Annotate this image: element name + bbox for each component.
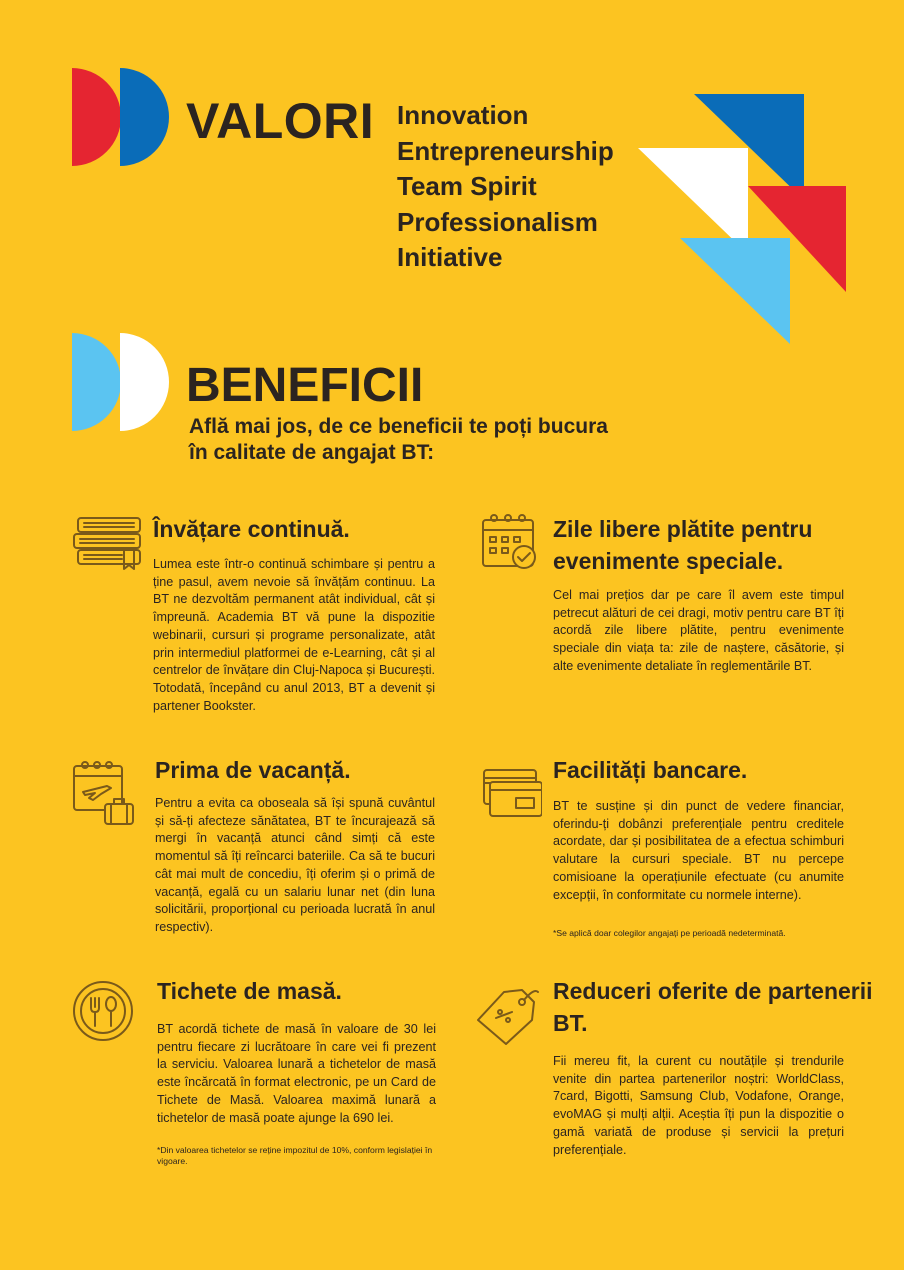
card-days-off-body: Cel mai prețios dar pe care îl avem este timpul petrecut alături de cei dragi, motiv pentru care BT îți acordă zile libere plătite, pentru evenimente speciale din viața ta: zile de naștere, căsătorie, și alte evenimente detaliate în reglementările BT. [553, 588, 844, 673]
benefits-subtitle-line1: Află mai jos, de ce beneficii te poți bucura [189, 415, 608, 438]
discount-tag-icon [474, 984, 540, 1046]
card-meal-body: BT acordă tichete de masă în valoare de 30 lei pentru fiecare zi lucrătoare în care vei fi prezent la serviciu. Valoarea lunară a tichetelor de masă este încărcată în format electronic, pe un Card de Tichete de Masă. Valoarea maximă lunară a tichetelor de masă poate ajunge la 690 lei. [157, 1022, 436, 1125]
value-innovation: Innovation [397, 100, 529, 130]
card-banking-title: Facilități bancare. [553, 757, 748, 783]
card-discounts-body: Fii mereu fit, la curent cu noutățile și trendurile venite din partea partenerilor noștri: WorldClass, 7card, Bigotti, Samsung Club, Vodafone, Orange, evoMAG și mulți alții. Aceștia îți pun la dispozitie o gamă variată de produse și servicii la prețuri preferențiale. [553, 1054, 844, 1157]
decorative-triangles [636, 92, 848, 348]
meal-plate-icon [72, 980, 134, 1042]
card-meal-title: Tichete de masă. [157, 978, 342, 1004]
vacation-calendar-icon [71, 760, 137, 828]
value-professionalism: Professionalism [397, 206, 598, 237]
benefits-subtitle [189, 414, 659, 466]
valori-logo [70, 68, 170, 168]
card-meal-note: *Din valoarea tichetelor se reține impozitul de 10%, conform legislației în vigoare. [157, 1145, 433, 1166]
value-initiative: Initiative [397, 242, 503, 272]
card-vacation-body: Pentru a evita ca oboseala să își spună cuvântul și să-ți afecteze sănătatea, BT te încurajează să mergi în vacanță atunci când simți că este momentul să îți reîncarci bateriile. Ca să te bucuri cât mai mult de concediu, îți oferim și o primă de vacanță, egală cu un salariu lunar net (din luna solicitării, proporțional cu perioada lucrată în anul respectiv). [155, 796, 435, 934]
card-learning-body: Lumea este într-o continuă schimbare și pentru a ține pasul, avem nevoie să învățăm continuu. La BT ne dezvoltăm permanent atât individual, cât și împreună. Academia BT vă pune la dispozitie webinarii, cursuri și programe personalizate, atât prin intermediul platformei de e-Learning, cât și al centrelor de învățare din Cluj-Napoca și București. Totodată, începând cu anul 2013, BT a devenit și partener Bookster. [153, 557, 435, 713]
card-days-off-title: Zile libere plătite pentru evenimente speciale. [553, 516, 813, 574]
value-entrepreneurship: Entrepreneurship [397, 135, 614, 166]
card-discounts-title: Reduceri oferite de partenerii BT. [553, 978, 873, 1036]
benefits-subtitle-line2: în calitate de angajat BT: [189, 441, 435, 464]
card-banking-body: BT te susține și din punct de vedere financiar, oferindu-ți dobânzi preferențiale pentru creditele acordate, dar și posibilitatea de a efectua schimburi valutare la cursuri speciale. BT nu percepe comisioane la operațiunile efectuate (cu anumite excepții, în conformitate cu normele interne). [553, 799, 844, 902]
benefits-title: BENEFICII [186, 359, 424, 412]
values-list [397, 98, 614, 276]
credit-card-icon [482, 768, 542, 818]
card-vacation-title: Prima de vacanță. [155, 757, 351, 783]
calendar-check-icon [480, 512, 540, 572]
card-banking-note: *Se aplică doar colegilor angajați pe perioadă nedeterminată. [553, 928, 786, 938]
value-team-spirit: Team Spirit [397, 171, 537, 201]
valori-title: VALORI [186, 93, 375, 149]
beneficii-logo [70, 333, 170, 433]
books-icon [72, 515, 148, 571]
card-learning-title: Învățare continuă. [153, 516, 350, 542]
